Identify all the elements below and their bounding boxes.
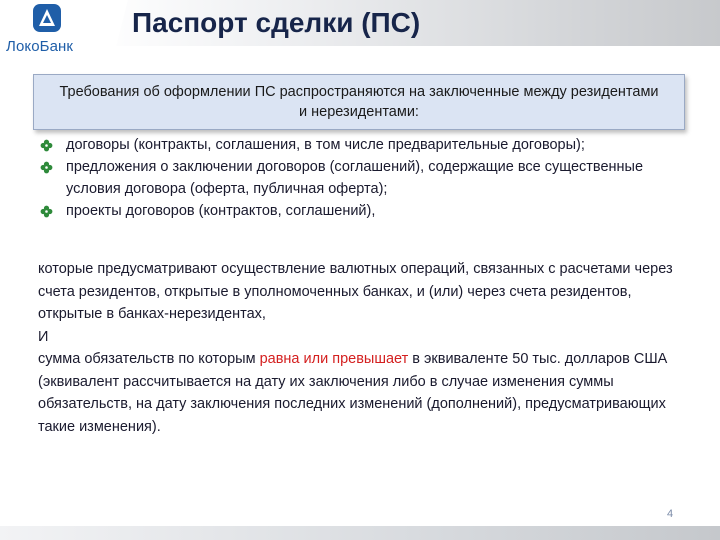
body-conjunction: И xyxy=(38,328,49,345)
body-paragraph xyxy=(38,258,688,438)
bullet-item xyxy=(40,156,690,200)
requirement-box: Требования об оформлении ПС распространяются на заключенные между резидентами и нерезидентами: xyxy=(33,74,685,130)
highlight-text: равна или превышает xyxy=(259,351,409,367)
bullet-list xyxy=(40,134,690,222)
body-text-conditions: которые предусматривают осуществление валютных операций, связанных с расчетами через счета резидентов, открытые в уполномоченных банках, и (или) через счета резидентов, открытые в банках-нерезидентах, xyxy=(38,261,673,322)
page-number: 4 xyxy=(667,508,674,520)
diamond-bullet-icon xyxy=(40,161,53,174)
body-text-amount xyxy=(38,348,688,438)
page-title: Паспорт сделки (ПС) xyxy=(132,7,421,38)
bullet-text: проекты договоров (контрактов, соглашений), xyxy=(66,203,376,219)
loko-logo-icon xyxy=(33,4,61,32)
diamond-bullet-icon xyxy=(40,139,53,152)
bullet-item xyxy=(40,134,690,156)
logo-text: ЛокоБанк xyxy=(6,38,74,55)
body-text-amount-post: в эквиваленте 50 тыс. долларов США (эквивалент рассчитывается на дату их заключения либо в случае изменения суммы обязательств, на дату заключения последних изменений (дополнений), предусматривающих такие изменения). xyxy=(38,351,668,435)
diamond-bullet-icon xyxy=(40,205,53,218)
body-text-amount-pre: сумма обязательств по которым xyxy=(38,351,260,367)
bullet-text: договоры (контракты, соглашения, в том числе предварительные договоры); xyxy=(66,137,585,153)
bullet-item xyxy=(40,200,690,222)
bullet-text: предложения о заключении договоров (соглашений), содержащие все существенные условия договора (оферта, публичная оферта); xyxy=(66,159,644,197)
header xyxy=(0,0,720,62)
logo xyxy=(0,0,96,62)
bottom-band xyxy=(0,526,720,540)
